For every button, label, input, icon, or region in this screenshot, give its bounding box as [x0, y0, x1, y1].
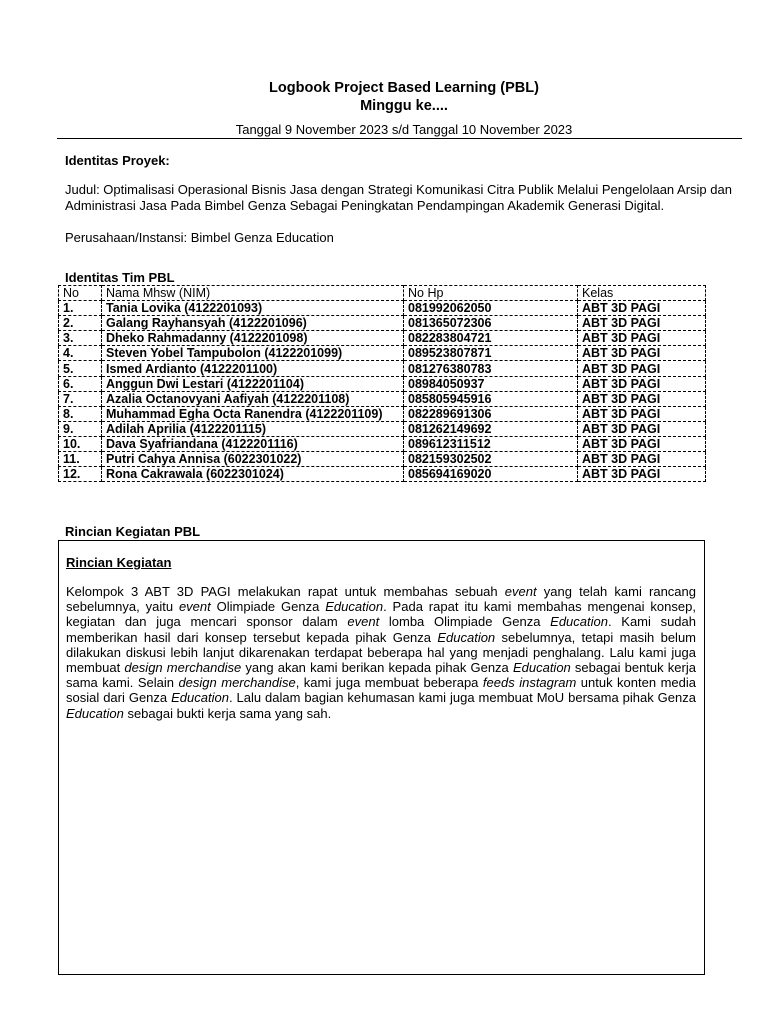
cell-class: ABT 3D PAGI — [578, 436, 706, 451]
column-header-phone: No Hp — [404, 286, 578, 301]
cell-name: Anggun Dwi Lestari (4122201104) — [102, 376, 404, 391]
paragraph-text: sebagai bukti kerja sama yang sah. — [123, 705, 332, 721]
table-row — [59, 301, 706, 316]
cell-phone: 089523807871 — [404, 346, 578, 361]
cell-name: Dheko Rahmadanny (4122201098) — [102, 331, 404, 346]
activities-paragraph — [66, 584, 696, 721]
cell-class: ABT 3D PAGI — [578, 406, 706, 421]
italic-term: Education — [325, 599, 384, 615]
cell-no: 12. — [59, 467, 102, 482]
cell-name: Azalia Octanovyani Aafiyah (4122201108) — [102, 391, 404, 406]
cell-no: 9. — [59, 421, 102, 436]
table-row — [59, 391, 706, 406]
italic-term: feeds instagram — [482, 675, 577, 691]
cell-class: ABT 3D PAGI — [578, 346, 706, 361]
table-row — [59, 421, 706, 436]
cell-no: 2. — [59, 316, 102, 331]
cell-phone: 08984050937 — [404, 376, 578, 391]
cell-phone: 085805945916 — [404, 391, 578, 406]
cell-class: ABT 3D PAGI — [578, 301, 706, 316]
cell-phone: 081276380783 — [404, 361, 578, 376]
cell-name: Putri Cahya Annisa (6022301022) — [102, 452, 404, 467]
italic-term: Education — [437, 629, 496, 645]
italic-term: event — [178, 599, 211, 615]
project-company: Perusahaan/Instansi: Bimbel Genza Education — [65, 230, 334, 245]
italic-term: Education — [66, 705, 124, 721]
cell-phone: 081365072306 — [404, 316, 578, 331]
cell-phone: 082159302502 — [404, 452, 578, 467]
paragraph-text: . Kami sudah memberikan hasil dari konsep tersebut kepada pihak Genza — [66, 614, 696, 645]
cell-phone: 081992062050 — [404, 301, 578, 316]
cell-class: ABT 3D PAGI — [578, 376, 706, 391]
cell-no: 10. — [59, 436, 102, 451]
column-header-name: Nama Mhsw (NIM) — [102, 286, 404, 301]
cell-name: Muhammad Egha Octa Ranendra (4122201109) — [102, 406, 404, 421]
header-divider — [57, 138, 742, 139]
table-row — [59, 406, 706, 421]
table-row — [59, 346, 706, 361]
table-row — [59, 316, 706, 331]
cell-no: 4. — [59, 346, 102, 361]
paragraph-text: . Lalu dalam bagian kehumasan kami juga membuat MoU bersama pihak Genza — [228, 690, 696, 706]
paragraph-text: , kami juga membuat beberapa — [295, 675, 483, 691]
table-row — [59, 361, 706, 376]
cell-phone: 081262149692 — [404, 421, 578, 436]
activities-section-label: Rincian Kegiatan PBL — [65, 524, 201, 539]
activities-box-heading: Rincian Kegiatan — [66, 555, 172, 570]
title-line-2: Minggu ke.... — [360, 98, 448, 114]
title-line-1: Logbook Project Based Learning (PBL) — [269, 80, 539, 96]
cell-no: 3. — [59, 331, 102, 346]
document-title — [0, 79, 768, 115]
cell-phone: 082283804721 — [404, 331, 578, 346]
paragraph-text: yang akan kami berikan kepada pihak Genza — [241, 660, 513, 676]
paragraph-text: yang telah kami rancang sebelumnya, yaitu — [66, 584, 696, 615]
column-header-class: Kelas — [578, 286, 706, 301]
cell-phone: 085694169020 — [404, 467, 578, 482]
date-range: Tanggal 9 November 2023 s/d Tanggal 10 November 2023 — [235, 122, 573, 137]
table-row — [59, 452, 706, 467]
cell-no: 1. — [59, 301, 102, 316]
italic-term: Education — [550, 614, 608, 630]
cell-no: 7. — [59, 391, 102, 406]
cell-class: ABT 3D PAGI — [578, 452, 706, 467]
team-table-header — [59, 286, 706, 301]
cell-no: 6. — [59, 376, 102, 391]
italic-term: design merchandise — [178, 675, 296, 691]
cell-no: 11. — [59, 452, 102, 467]
paragraph-text: lomba Olimpiade Genza — [379, 614, 551, 630]
cell-class: ABT 3D PAGI — [578, 316, 706, 331]
cell-class: ABT 3D PAGI — [578, 421, 706, 436]
italic-term: Education — [171, 690, 229, 706]
paragraph-text: sebagai bentuk kerja sama kami. Selain — [66, 660, 696, 691]
paragraph-text: sebelumnya, tetapi masih belum dilakukan diskusi lebih lanjut dikarenakan terdapat beberapa hal yang menjadi penghalang. Lalu kami juga membuat — [66, 629, 697, 676]
italic-term: Education — [512, 660, 571, 676]
italic-term: event — [504, 584, 537, 599]
italic-term: design merchandise — [124, 660, 242, 676]
cell-phone: 089612311512 — [404, 436, 578, 451]
cell-class: ABT 3D PAGI — [578, 391, 706, 406]
cell-name: Adilah Aprilia (4122201115) — [102, 421, 404, 436]
cell-class: ABT 3D PAGI — [578, 467, 706, 482]
paragraph-text: untuk konten media sosial dari Genza — [66, 675, 696, 706]
team-table — [58, 285, 706, 482]
cell-name: Ismed Ardianto (4122201100) — [102, 361, 404, 376]
cell-name: Dava Syafriandana (4122201116) — [102, 436, 404, 451]
table-row — [59, 467, 706, 482]
cell-class: ABT 3D PAGI — [578, 331, 706, 346]
italic-term: event — [347, 614, 380, 630]
project-title: Judul: Optimalisasi Operasional Bisnis Jasa dengan Strategi Komunikasi Citra Publik Melalui Pengelolaan Arsip dan Administrasi Jasa Pada Bimbel Genza Sebagai Peningkatan Pendampingan Akademik Generasi Digital. — [65, 182, 732, 213]
table-row — [59, 331, 706, 346]
paragraph-text: Kelompok 3 ABT 3D PAGI melakukan rapat untuk membahas sebuah — [66, 584, 505, 599]
cell-no: 5. — [59, 361, 102, 376]
activities-box — [58, 540, 705, 975]
cell-name: Rona Cakrawala (6022301024) — [102, 467, 404, 482]
paragraph-text: Olimpiade Genza — [210, 599, 326, 615]
project-section-label: Identitas Proyek: — [65, 153, 170, 168]
column-header-no: No — [59, 286, 102, 301]
team-section-label: Identitas Tim PBL — [65, 270, 175, 285]
cell-name: Galang Rayhansyah (4122201096) — [102, 316, 404, 331]
cell-name: Steven Yobel Tampubolon (4122201099) — [102, 346, 404, 361]
table-row — [59, 376, 706, 391]
cell-phone: 082289691306 — [404, 406, 578, 421]
paragraph-text: . Pada rapat itu kami membahas mengenai konsep, kegiatan dan juga mencari sponsor dalam — [66, 599, 696, 630]
cell-class: ABT 3D PAGI — [578, 361, 706, 376]
table-row — [59, 436, 706, 451]
cell-name: Tania Lovika (4122201093) — [102, 301, 404, 316]
cell-no: 8. — [59, 406, 102, 421]
